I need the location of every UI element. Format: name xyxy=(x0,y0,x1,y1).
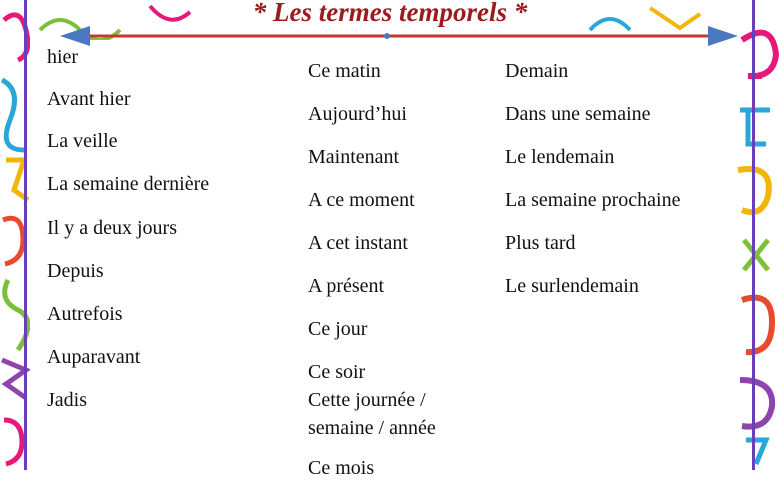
term-item: Depuis xyxy=(47,260,104,282)
term-item: Dans une semaine xyxy=(505,103,651,125)
term-item: Le lendemain xyxy=(505,146,615,168)
term-item: Jadis xyxy=(47,389,87,411)
term-item: Ce jour xyxy=(308,318,368,340)
term-item: Cette journée / xyxy=(308,389,426,411)
term-item: Il y a deux jours xyxy=(47,217,177,239)
term-item: Ce mois xyxy=(308,457,375,479)
term-item: Autrefois xyxy=(47,303,123,325)
term-item: Aujourd’hui xyxy=(308,103,407,125)
frame-line-left xyxy=(24,0,27,470)
term-item: La semaine dernière xyxy=(47,173,210,195)
decorative-border-right xyxy=(732,0,780,470)
decorative-letters-right xyxy=(732,0,780,470)
term-item: A présent xyxy=(308,275,385,297)
term-item: Plus tard xyxy=(505,232,576,254)
frame-line-right xyxy=(752,0,755,470)
term-item: La semaine prochaine xyxy=(505,189,681,211)
term-item: Maintenant xyxy=(308,146,400,168)
term-item: Ce matin xyxy=(308,60,381,82)
term-item: Avant hier xyxy=(47,88,131,110)
term-item: A ce moment xyxy=(308,189,415,211)
page-title: * Les termes temporels * xyxy=(252,0,528,27)
term-item: Ce soir xyxy=(308,361,366,383)
term-item: Auparavant xyxy=(47,346,141,368)
timeline-double-arrow xyxy=(60,26,738,46)
term-item: A cet instant xyxy=(308,232,408,254)
term-item: Demain xyxy=(505,60,569,82)
term-item: semaine / année xyxy=(308,417,436,439)
term-item: hier xyxy=(47,46,79,68)
term-item: La veille xyxy=(47,130,118,152)
term-item: Le surlendemain xyxy=(505,275,639,297)
